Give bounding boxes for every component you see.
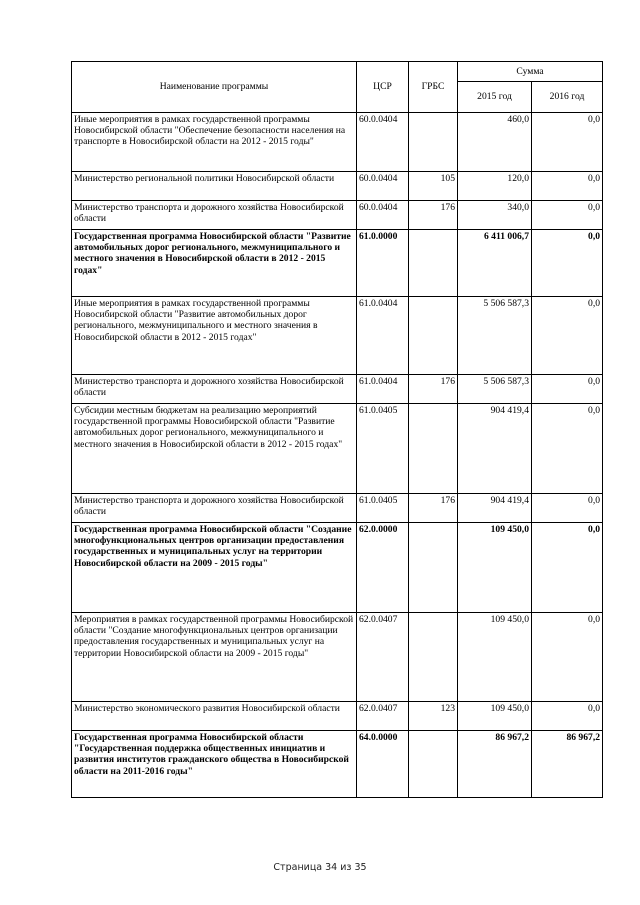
amount-2015-cell: 6 411 006,7 bbox=[458, 230, 532, 297]
program-name-cell: Государственная программа Новосибирской области "Развитие автомобильных дорог регионального, межмуниципального и местного значения в Новосибирской области в 2012 - 2015 годах" bbox=[72, 230, 357, 297]
table-row bbox=[72, 201, 603, 230]
program-name-cell: Министерство транспорта и дорожного хозяйства Новосибирской области bbox=[72, 494, 357, 523]
program-name-cell: Государственная программа Новосибирской области "Государственная поддержка общественных инициатив и развития институтов гражданского общества в Новосибирской области на 2011-2016 годы" bbox=[72, 731, 357, 798]
table-row bbox=[72, 230, 603, 297]
table-row bbox=[72, 375, 603, 404]
amount-2015-cell: 340,0 bbox=[458, 201, 532, 230]
amount-2016-cell: 0,0 bbox=[532, 494, 603, 523]
program-name-cell: Иные мероприятия в рамках государственной программы Новосибирской области "Развитие автомобильных дорог регионального, межмуниципального и местного значения в Новосибирской области в 2012 - 2015 годах" bbox=[72, 297, 357, 375]
amount-2015-cell: 5 506 587,3 bbox=[458, 297, 532, 375]
grbs-code-cell: 176 bbox=[409, 201, 458, 230]
csr-code-cell: 60.0.0404 bbox=[357, 113, 409, 172]
amount-2015-cell: 109 450,0 bbox=[458, 523, 532, 613]
program-name-cell: Министерство экономического развития Новосибирской области bbox=[72, 702, 357, 731]
csr-code-cell: 61.0.0404 bbox=[357, 297, 409, 375]
amount-2015-cell: 904 419,4 bbox=[458, 494, 532, 523]
csr-code-cell: 60.0.0404 bbox=[357, 201, 409, 230]
grbs-code-cell: 123 bbox=[409, 702, 458, 731]
grbs-code-cell: 176 bbox=[409, 375, 458, 404]
table-row bbox=[72, 494, 603, 523]
header-csr: ЦСР bbox=[357, 62, 409, 113]
csr-code-cell: 62.0.0000 bbox=[357, 523, 409, 613]
program-name-cell: Министерство региональной политики Новосибирской области bbox=[72, 172, 357, 201]
amount-2016-cell: 0,0 bbox=[532, 230, 603, 297]
amount-2016-cell: 0,0 bbox=[532, 523, 603, 613]
csr-code-cell: 62.0.0407 bbox=[357, 702, 409, 731]
table-row bbox=[72, 297, 603, 375]
amount-2015-cell: 5 506 587,3 bbox=[458, 375, 532, 404]
amount-2015-cell: 86 967,2 bbox=[458, 731, 532, 798]
program-name-cell: Государственная программа Новосибирской области "Создание многофункциональных центров организации предоставления государственных и муниципальных услуг на территории Новосибирской области на 2009 - 2015 годы" bbox=[72, 523, 357, 613]
amount-2016-cell: 0,0 bbox=[532, 172, 603, 201]
csr-code-cell: 61.0.0404 bbox=[357, 375, 409, 404]
program-name-cell: Субсидии местным бюджетам на реализацию мероприятий государственной программы Новосибирской области "Развитие автомобильных дорог регионального, межмуниципального и местного значения в Новосибирской области в 2012 - 2015 годах" bbox=[72, 404, 357, 494]
csr-code-cell: 64.0.0000 bbox=[357, 731, 409, 798]
amount-2016-cell: 0,0 bbox=[532, 113, 603, 172]
amount-2015-cell: 109 450,0 bbox=[458, 613, 532, 702]
table-row bbox=[72, 702, 603, 731]
table-row bbox=[72, 113, 603, 172]
table-body bbox=[72, 113, 603, 798]
table-header bbox=[72, 62, 603, 113]
amount-2016-cell: 0,0 bbox=[532, 613, 603, 702]
csr-code-cell: 61.0.0405 bbox=[357, 404, 409, 494]
page-number-footer: Страница 34 из 35 bbox=[273, 862, 367, 873]
header-year-2016: 2016 год bbox=[532, 82, 603, 113]
amount-2015-cell: 109 450,0 bbox=[458, 702, 532, 731]
table-row bbox=[72, 404, 603, 494]
amount-2016-cell: 0,0 bbox=[532, 201, 603, 230]
program-name-cell: Министерство транспорта и дорожного хозяйства Новосибирской области bbox=[72, 375, 357, 404]
program-name-cell: Мероприятия в рамках государственной программы Новосибирской области "Создание многофункциональных центров организации предоставления государственных и муниципальных услуг на территории Новосибирской области на 2009 - 2015 годы" bbox=[72, 613, 357, 702]
amount-2016-cell: 86 967,2 bbox=[532, 731, 603, 798]
grbs-code-cell: 176 bbox=[409, 494, 458, 523]
table-row bbox=[72, 613, 603, 702]
csr-code-cell: 60.0.0404 bbox=[357, 172, 409, 201]
table-row bbox=[72, 523, 603, 613]
header-sum: Сумма bbox=[458, 62, 603, 82]
grbs-code-cell bbox=[409, 731, 458, 798]
grbs-code-cell bbox=[409, 613, 458, 702]
table-row bbox=[72, 731, 603, 798]
table-row bbox=[72, 172, 603, 201]
grbs-code-cell bbox=[409, 113, 458, 172]
amount-2016-cell: 0,0 bbox=[532, 404, 603, 494]
amount-2015-cell: 460,0 bbox=[458, 113, 532, 172]
program-name-cell: Министерство транспорта и дорожного хозяйства Новосибирской области bbox=[72, 201, 357, 230]
grbs-code-cell bbox=[409, 523, 458, 613]
csr-code-cell: 61.0.0405 bbox=[357, 494, 409, 523]
budget-table bbox=[71, 61, 603, 798]
program-name-cell: Иные мероприятия в рамках государственной программы Новосибирской области "Обеспечение безопасности населения на транспорте в Новосибирской области на 2012 - 2015 годы" bbox=[72, 113, 357, 172]
amount-2015-cell: 120,0 bbox=[458, 172, 532, 201]
amount-2016-cell: 0,0 bbox=[532, 297, 603, 375]
amount-2016-cell: 0,0 bbox=[532, 702, 603, 731]
grbs-code-cell: 105 bbox=[409, 172, 458, 201]
grbs-code-cell bbox=[409, 230, 458, 297]
header-grbs: ГРБС bbox=[409, 62, 458, 113]
amount-2015-cell: 904 419,4 bbox=[458, 404, 532, 494]
amount-2016-cell: 0,0 bbox=[532, 375, 603, 404]
header-year-2015: 2015 год bbox=[458, 82, 532, 113]
csr-code-cell: 61.0.0000 bbox=[357, 230, 409, 297]
header-program-name: Наименование программы bbox=[72, 62, 357, 113]
csr-code-cell: 62.0.0407 bbox=[357, 613, 409, 702]
grbs-code-cell bbox=[409, 404, 458, 494]
grbs-code-cell bbox=[409, 297, 458, 375]
